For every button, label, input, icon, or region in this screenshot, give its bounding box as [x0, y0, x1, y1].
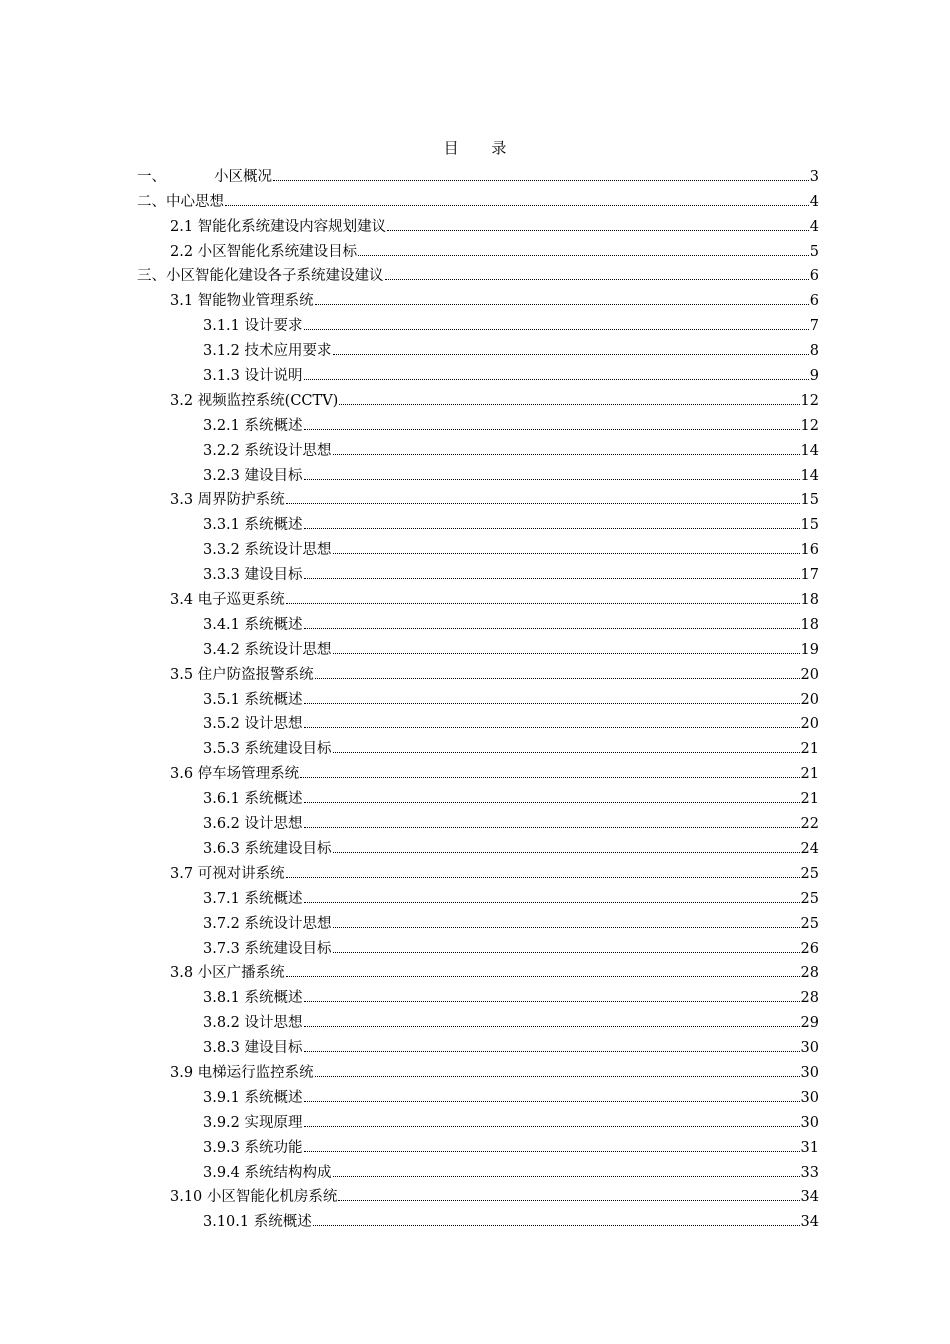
toc-entry-label	[203, 541, 332, 559]
toc-entry-text: 小区智能化建设各子系统建设建议	[166, 268, 384, 285]
toc-entry[interactable]	[137, 1032, 819, 1057]
toc-entry-text: 视频监控系统(CCTV)	[197, 392, 339, 409]
toc-entry[interactable]	[137, 908, 819, 933]
toc-entry-text: 建设目标	[244, 1040, 303, 1057]
toc-entry-page-number: 29	[800, 1015, 819, 1032]
toc-entry-text: 系统概述	[244, 791, 303, 808]
toc-entry-label	[203, 516, 303, 534]
toc-entry-page-number: 34	[800, 1189, 819, 1206]
toc-entry-page-number: 15	[800, 517, 819, 534]
table-of-contents	[137, 161, 819, 1231]
toc-entry-label	[137, 193, 224, 211]
dot-leader	[286, 877, 800, 878]
toc-entry-label	[170, 666, 314, 684]
toc-entry-label	[203, 641, 332, 659]
toc-entry-text: 实现原理	[244, 1114, 303, 1131]
toc-entry-page-number: 18	[800, 592, 819, 609]
toc-entry-number: 3.5.2	[203, 716, 240, 733]
dot-leader	[385, 279, 809, 280]
toc-entry-number: 3.9.1	[203, 1089, 240, 1106]
toc-entry-text: 电子巡更系统	[197, 592, 285, 609]
dot-leader	[304, 827, 800, 828]
toc-entry-label	[137, 267, 384, 285]
toc-entry-page-number: 33	[800, 1164, 819, 1181]
dot-leader	[304, 479, 800, 480]
toc-entry[interactable]	[137, 385, 819, 410]
dot-leader	[304, 1001, 800, 1002]
toc-entry-label	[203, 317, 303, 335]
toc-entry-number: 3.2.3	[203, 467, 240, 484]
dot-leader	[333, 852, 800, 853]
toc-entry-text: 中心思想	[166, 193, 224, 210]
toc-entry[interactable]	[137, 236, 819, 261]
toc-entry[interactable]	[137, 161, 819, 186]
toc-entry-text: 设计说明	[244, 368, 303, 385]
toc-entry-page-number: 20	[800, 666, 819, 683]
dot-leader	[358, 255, 809, 256]
toc-entry-label	[203, 715, 303, 733]
toc-entry-label	[170, 292, 314, 310]
toc-entry-label	[203, 815, 303, 833]
toc-entry-label	[203, 1014, 303, 1032]
toc-entry-label	[203, 1139, 303, 1157]
toc-entry-number: 3.7.3	[203, 940, 240, 957]
toc-entry-number: 3.6.3	[203, 840, 240, 857]
toc-entry-number: 3.8	[170, 965, 194, 982]
toc-entry-text: 系统概述	[244, 990, 303, 1007]
toc-entry-page-number: 20	[800, 691, 819, 708]
toc-entry-label	[203, 1039, 303, 1057]
dot-leader	[273, 180, 809, 181]
toc-entry-page-number: 12	[800, 417, 819, 434]
toc-entry-text: 设计思想	[244, 716, 303, 733]
toc-entry[interactable]	[137, 709, 819, 734]
dot-leader	[304, 1101, 800, 1102]
toc-entry-label	[170, 765, 299, 783]
toc-entry-page-number: 22	[800, 816, 819, 833]
toc-entry-label	[170, 591, 285, 609]
toc-entry-label	[203, 566, 303, 584]
toc-entry-label	[203, 989, 303, 1007]
toc-entry-page-number: 26	[800, 940, 819, 957]
toc-entry-text: 设计要求	[244, 318, 303, 335]
toc-entry-page-number: 4	[809, 218, 819, 235]
toc-entry-label	[170, 865, 285, 883]
toc-entry-page-number: 30	[800, 1089, 819, 1106]
toc-entry-label	[203, 367, 303, 385]
toc-entry-label	[203, 1114, 303, 1132]
toc-entry-page-number: 25	[800, 865, 819, 882]
dot-leader	[333, 553, 800, 554]
toc-entry-text: 周界防护系统	[197, 492, 285, 509]
toc-entry-page-number: 15	[800, 492, 819, 509]
toc-entry-number: 2.1	[170, 218, 194, 235]
toc-entry-label	[170, 1064, 314, 1082]
toc-entry-page-number: 30	[800, 1040, 819, 1057]
toc-entry[interactable]	[137, 684, 819, 709]
toc-entry-page-number: 30	[800, 1114, 819, 1131]
toc-entry-number: 3.5.1	[203, 691, 240, 708]
toc-entry[interactable]	[137, 310, 819, 335]
toc-entry-page-number: 19	[800, 641, 819, 658]
toc-entry[interactable]	[137, 858, 819, 883]
toc-entry-label	[203, 940, 332, 958]
dot-leader	[338, 1200, 799, 1201]
dot-leader	[304, 379, 809, 380]
dot-leader	[339, 404, 799, 405]
dot-leader	[304, 1026, 800, 1027]
dot-leader	[304, 1151, 800, 1152]
toc-entry-label	[203, 417, 303, 435]
toc-entry-label	[203, 442, 332, 460]
toc-entry-number: 3.1.3	[203, 368, 240, 385]
toc-entry-page-number: 17	[800, 567, 819, 584]
toc-entry-number: 3.3.1	[203, 517, 240, 534]
toc-entry-label	[203, 840, 332, 858]
toc-entry-number: 3.6.1	[203, 791, 240, 808]
toc-entry[interactable]	[137, 186, 819, 211]
dot-leader	[315, 678, 800, 679]
toc-entry[interactable]	[137, 485, 819, 510]
toc-entry-page-number: 7	[809, 318, 819, 335]
toc-entry-text: 智能物业管理系统	[197, 293, 314, 310]
toc-entry-text: 系统设计思想	[244, 542, 332, 559]
toc-entry-label	[170, 218, 386, 236]
dot-leader	[387, 230, 809, 231]
toc-entry-page-number: 18	[800, 616, 819, 633]
toc-entry-page-number: 6	[809, 268, 819, 285]
toc-entry-label	[203, 616, 303, 634]
toc-entry[interactable]	[137, 933, 819, 958]
toc-entry[interactable]	[137, 1057, 819, 1082]
toc-entry-text: 电梯运行监控系统	[197, 1064, 314, 1081]
dot-leader	[313, 1225, 800, 1226]
toc-entry-number: 3.7	[170, 865, 194, 882]
toc-entry-text: 小区智能化机房系统	[206, 1189, 338, 1206]
toc-entry-label	[137, 168, 272, 186]
toc-entry-page-number: 30	[800, 1064, 819, 1081]
toc-entry-number: 3.4.2	[203, 641, 240, 658]
toc-entry-text: 系统设计思想	[244, 915, 332, 932]
toc-entry-number: 3.9	[170, 1064, 194, 1081]
toc-entry[interactable]	[137, 534, 819, 559]
toc-entry-label	[170, 964, 285, 982]
toc-entry-label	[203, 1164, 332, 1182]
toc-entry-label	[203, 342, 332, 360]
dot-leader	[304, 329, 809, 330]
dot-leader	[315, 304, 809, 305]
toc-entry-number: 3.3.2	[203, 542, 240, 559]
toc-entry-text: 系统建设目标	[244, 741, 332, 758]
toc-entry-page-number: 20	[800, 716, 819, 733]
toc-entry-label	[170, 1188, 337, 1206]
toc-entry-label	[203, 1089, 303, 1107]
toc-entry-number: 3.9.2	[203, 1114, 240, 1131]
dot-leader	[315, 1076, 800, 1077]
dot-leader	[304, 628, 800, 629]
toc-entry-number: 二、	[137, 193, 166, 210]
toc-entry-text: 系统概述	[253, 1214, 312, 1231]
toc-entry-text: 系统概述	[244, 616, 303, 633]
toc-entry[interactable]	[137, 1082, 819, 1107]
toc-entry-page-number: 9	[809, 368, 819, 385]
toc-entry[interactable]	[137, 460, 819, 485]
toc-entry-page-number: 21	[800, 741, 819, 758]
toc-entry-page-number: 4	[809, 193, 819, 210]
toc-entry-text: 系统设计思想	[244, 641, 332, 658]
toc-entry[interactable]	[137, 584, 819, 609]
toc-entry-text: 系统建设目标	[244, 940, 332, 957]
toc-entry-label	[203, 691, 303, 709]
toc-entry-text: 建设目标	[244, 567, 303, 584]
toc-entry[interactable]	[137, 559, 819, 584]
toc-entry[interactable]	[137, 1132, 819, 1157]
toc-entry[interactable]	[137, 261, 819, 286]
toc-entry[interactable]	[137, 1182, 819, 1207]
toc-entry-number: 2.2	[170, 243, 194, 260]
toc-entry-text: 可视对讲系统	[197, 865, 285, 882]
dot-leader	[286, 976, 800, 977]
toc-entry-text: 停车场管理系统	[197, 766, 300, 783]
dot-leader	[333, 927, 800, 928]
toc-entry[interactable]	[137, 285, 819, 310]
toc-entry[interactable]	[137, 435, 819, 460]
toc-entry-page-number: 34	[800, 1214, 819, 1231]
toc-entry-text: 设计思想	[244, 816, 303, 833]
toc-entry-label	[203, 790, 303, 808]
toc-entry-page-number: 3	[809, 168, 819, 185]
toc-entry-text: 小区概况	[214, 168, 272, 185]
toc-entry[interactable]	[137, 1107, 819, 1132]
toc-entry[interactable]	[137, 1007, 819, 1032]
toc-entry-number: 3.6	[170, 766, 194, 783]
toc-entry-number: 3.10	[170, 1189, 203, 1206]
toc-entry-number: 3.3	[170, 492, 194, 509]
toc-entry-page-number: 28	[800, 990, 819, 1007]
toc-entry-number: 3.10.1	[203, 1214, 250, 1231]
toc-entry-text: 小区广播系统	[197, 965, 285, 982]
toc-entry[interactable]	[137, 733, 819, 758]
toc-entry[interactable]	[137, 509, 819, 534]
toc-entry-text: 系统结构构成	[244, 1164, 332, 1181]
toc-entry-number: 三、	[137, 268, 166, 285]
toc-entry[interactable]	[137, 609, 819, 634]
dot-leader	[304, 528, 800, 529]
dot-leader	[300, 777, 799, 778]
toc-entry-number: 3.9.4	[203, 1164, 240, 1181]
toc-entry[interactable]	[137, 758, 819, 783]
toc-entry-label	[203, 740, 332, 758]
toc-entry-number: 3.8.3	[203, 1040, 240, 1057]
toc-entry-label	[203, 467, 303, 485]
toc-entry-number: 3.8.2	[203, 1015, 240, 1032]
toc-entry-page-number: 24	[800, 840, 819, 857]
toc-entry-number: 3.2	[170, 392, 194, 409]
dot-leader	[286, 603, 800, 604]
toc-entry[interactable]	[137, 783, 819, 808]
toc-title: 目 录	[443, 139, 521, 157]
toc-entry-page-number: 28	[800, 965, 819, 982]
dot-leader	[304, 703, 800, 704]
dot-leader	[225, 205, 809, 206]
dot-leader	[304, 727, 800, 728]
dot-leader	[304, 902, 800, 903]
toc-entry-number: 3.9.3	[203, 1139, 240, 1156]
toc-entry-number: 3.3.3	[203, 567, 240, 584]
toc-entry[interactable]	[137, 1206, 819, 1231]
toc-entry-page-number: 14	[800, 442, 819, 459]
toc-entry-label	[203, 890, 303, 908]
dot-leader	[333, 454, 800, 455]
toc-entry-page-number: 25	[800, 890, 819, 907]
toc-entry-number: 一、	[137, 168, 166, 185]
toc-entry-text: 设计思想	[244, 1015, 303, 1032]
toc-entry-number: 3.1.2	[203, 343, 240, 360]
toc-entry-text: 智能化系统建设内容规划建议	[197, 218, 387, 235]
toc-entry-number: 3.6.2	[203, 816, 240, 833]
toc-entry[interactable]	[137, 211, 819, 236]
toc-entry-number: 3.7.2	[203, 915, 240, 932]
toc-entry-page-number: 5	[809, 243, 819, 260]
toc-entry[interactable]	[137, 982, 819, 1007]
toc-entry-number: 3.5	[170, 666, 194, 683]
toc-entry-number: 3.7.1	[203, 890, 240, 907]
toc-entry[interactable]	[137, 833, 819, 858]
toc-entry-text: 系统建设目标	[244, 840, 332, 857]
toc-entry-text: 系统设计思想	[244, 442, 332, 459]
toc-entry-page-number: 21	[800, 791, 819, 808]
toc-entry-number: 3.5.3	[203, 741, 240, 758]
dot-leader	[304, 1126, 800, 1127]
toc-entry[interactable]	[137, 410, 819, 435]
toc-entry-number: 3.1	[170, 293, 194, 310]
toc-entry[interactable]	[137, 659, 819, 684]
toc-entry-text: 小区智能化系统建设目标	[197, 243, 358, 260]
toc-entry-page-number: 21	[800, 766, 819, 783]
toc-entry[interactable]	[137, 335, 819, 360]
toc-entry-text: 系统概述	[244, 517, 303, 534]
toc-entry-number: 3.4	[170, 592, 194, 609]
dot-leader	[333, 1176, 800, 1177]
toc-entry-page-number: 12	[800, 392, 819, 409]
toc-entry[interactable]	[137, 808, 819, 833]
toc-entry[interactable]	[137, 634, 819, 659]
toc-entry-text: 住户防盗报警系统	[197, 666, 314, 683]
toc-entry-number: 3.8.1	[203, 990, 240, 1007]
toc-entry-page-number: 25	[800, 915, 819, 932]
toc-entry-text: 技术应用要求	[244, 343, 332, 360]
toc-entry[interactable]	[137, 883, 819, 908]
toc-entry-label	[170, 491, 285, 509]
toc-entry-page-number: 6	[809, 293, 819, 310]
toc-entry-number: 3.1.1	[203, 318, 240, 335]
toc-entry-page-number: 8	[809, 343, 819, 360]
dot-leader	[333, 752, 800, 753]
toc-entry-text: 系统概述	[244, 1089, 303, 1106]
toc-entry[interactable]	[137, 1157, 819, 1182]
toc-entry[interactable]	[137, 958, 819, 983]
toc-entry-text: 系统概述	[244, 890, 303, 907]
toc-entry-text: 系统概述	[244, 691, 303, 708]
dot-leader	[304, 578, 800, 579]
dot-leader	[286, 503, 800, 504]
dot-leader	[333, 653, 800, 654]
dot-leader	[304, 429, 800, 430]
toc-entry-label	[203, 1213, 312, 1231]
dot-leader	[333, 354, 809, 355]
toc-entry-label	[170, 392, 338, 410]
toc-entry-text: 系统概述	[244, 417, 303, 434]
toc-entry-text: 建设目标	[244, 467, 303, 484]
toc-entry-page-number: 14	[800, 467, 819, 484]
dot-leader	[333, 952, 800, 953]
toc-entry-label	[203, 915, 332, 933]
toc-entry[interactable]	[137, 360, 819, 385]
toc-entry-number: 3.2.1	[203, 417, 240, 434]
toc-entry-page-number: 31	[800, 1139, 819, 1156]
toc-entry-text: 系统功能	[244, 1139, 303, 1156]
toc-entry-label	[170, 243, 357, 261]
toc-entry-page-number: 16	[800, 542, 819, 559]
toc-entry-number: 3.4.1	[203, 616, 240, 633]
dot-leader	[304, 1051, 800, 1052]
dot-leader	[304, 802, 800, 803]
toc-entry-number: 3.2.2	[203, 442, 240, 459]
